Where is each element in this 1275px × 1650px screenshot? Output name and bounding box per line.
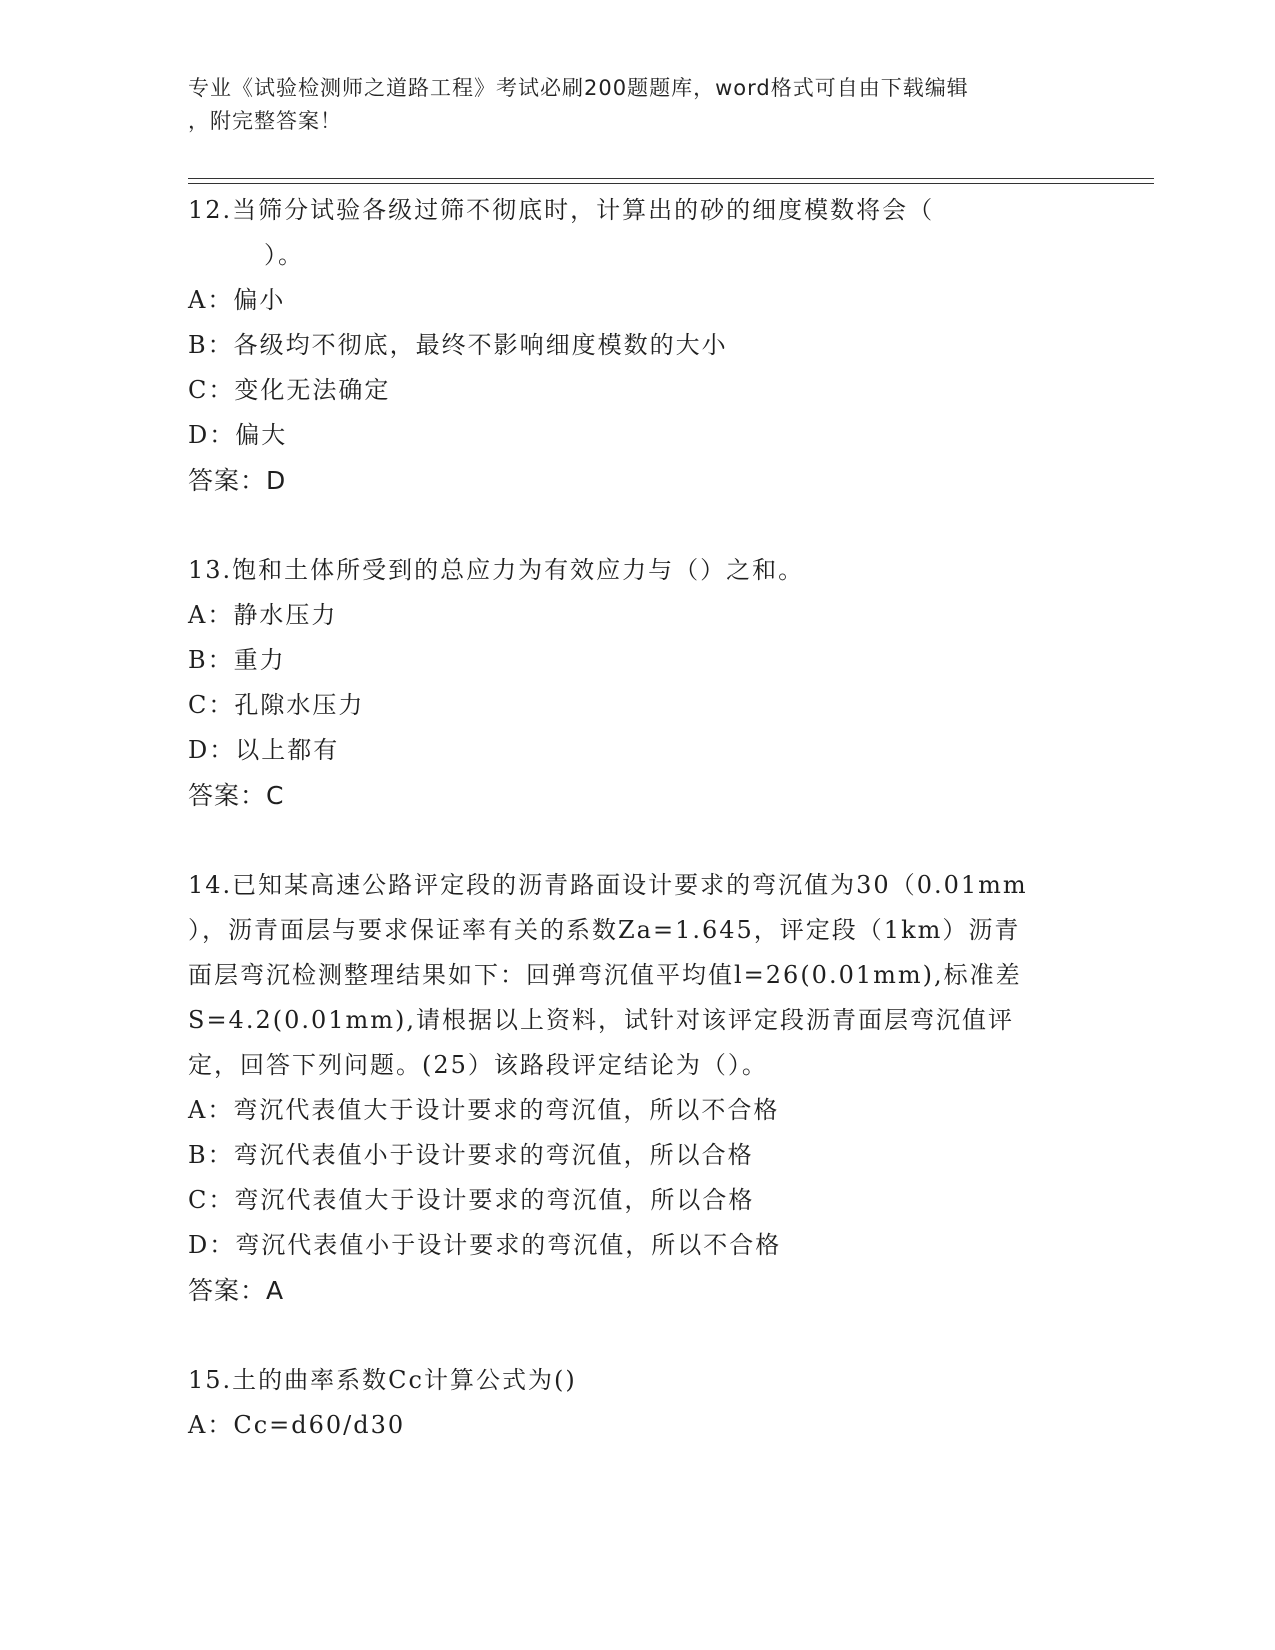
option-d: D：以上都有 xyxy=(188,736,340,764)
option-c: C：孔隙水压力 xyxy=(188,691,365,719)
option-a: A：弯沉代表值大于设计要求的弯沉值，所以不合格 xyxy=(188,1096,780,1124)
question-text xyxy=(188,863,1088,1088)
question-text xyxy=(188,188,1088,278)
question-text-line: ）。 xyxy=(264,241,304,269)
answer: 答案：C xyxy=(188,781,285,810)
question-text-line: 面层弯沉检测整理结果如下：回弹弯沉值平均值l=26(0.01mm),标准差 xyxy=(188,961,1022,989)
header-double-rule xyxy=(188,178,1154,184)
question-text-line: S=4.2(0.01mm),请根据以上资料，试针对该评定段沥青面层弯沉值评 xyxy=(188,1006,1015,1034)
document-header xyxy=(188,72,1068,138)
question-14 xyxy=(188,863,1088,1314)
option-c: C：弯沉代表值大于设计要求的弯沉值，所以合格 xyxy=(188,1186,755,1214)
question-text-line: 12.当筛分试验各级过筛不彻底时，计算出的砂的细度模数将会（ xyxy=(188,196,935,224)
option-b: B：重力 xyxy=(188,646,286,674)
option-a: A：静水压力 xyxy=(188,601,338,629)
question-list xyxy=(188,188,1088,1492)
header-line-2: ，附完整答案！ xyxy=(188,109,342,133)
question-text-line: 定，回答下列问题。(25）该路段评定结论为（）。 xyxy=(188,1051,768,1079)
question-12 xyxy=(188,188,1088,504)
option-d: D：弯沉代表值小于设计要求的弯沉值，所以不合格 xyxy=(188,1231,782,1259)
question-13 xyxy=(188,548,1088,819)
option-c: C：变化无法确定 xyxy=(188,376,391,404)
option-b: B：弯沉代表值小于设计要求的弯沉值，所以合格 xyxy=(188,1141,754,1169)
option-a: A：偏小 xyxy=(188,286,286,314)
option-a: A：Cc=d60/d30 xyxy=(188,1411,406,1439)
answer: 答案：A xyxy=(188,1276,285,1305)
question-text-line: ），沥青面层与要求保证率有关的系数Za=1.645，评定段（1km）沥青 xyxy=(188,916,1021,944)
answer: 答案：D xyxy=(188,466,287,495)
option-b: B：各级均不彻底，最终不影响细度模数的大小 xyxy=(188,331,728,359)
option-d: D：偏大 xyxy=(188,421,288,449)
header-line-1: 专业《试验检测师之道路工程》考试必刷200题题库，word格式可自由下载编辑 xyxy=(188,76,969,100)
question-text: 15.土的曲率系数Cc计算公式为() xyxy=(188,1366,577,1394)
question-text: 13.饱和土体所受到的总应力为有效应力与（）之和。 xyxy=(188,556,805,584)
question-text-line: 14.已知某高速公路评定段的沥青路面设计要求的弯沉值为30（0.01mm xyxy=(188,871,1028,899)
question-15 xyxy=(188,1358,1088,1448)
